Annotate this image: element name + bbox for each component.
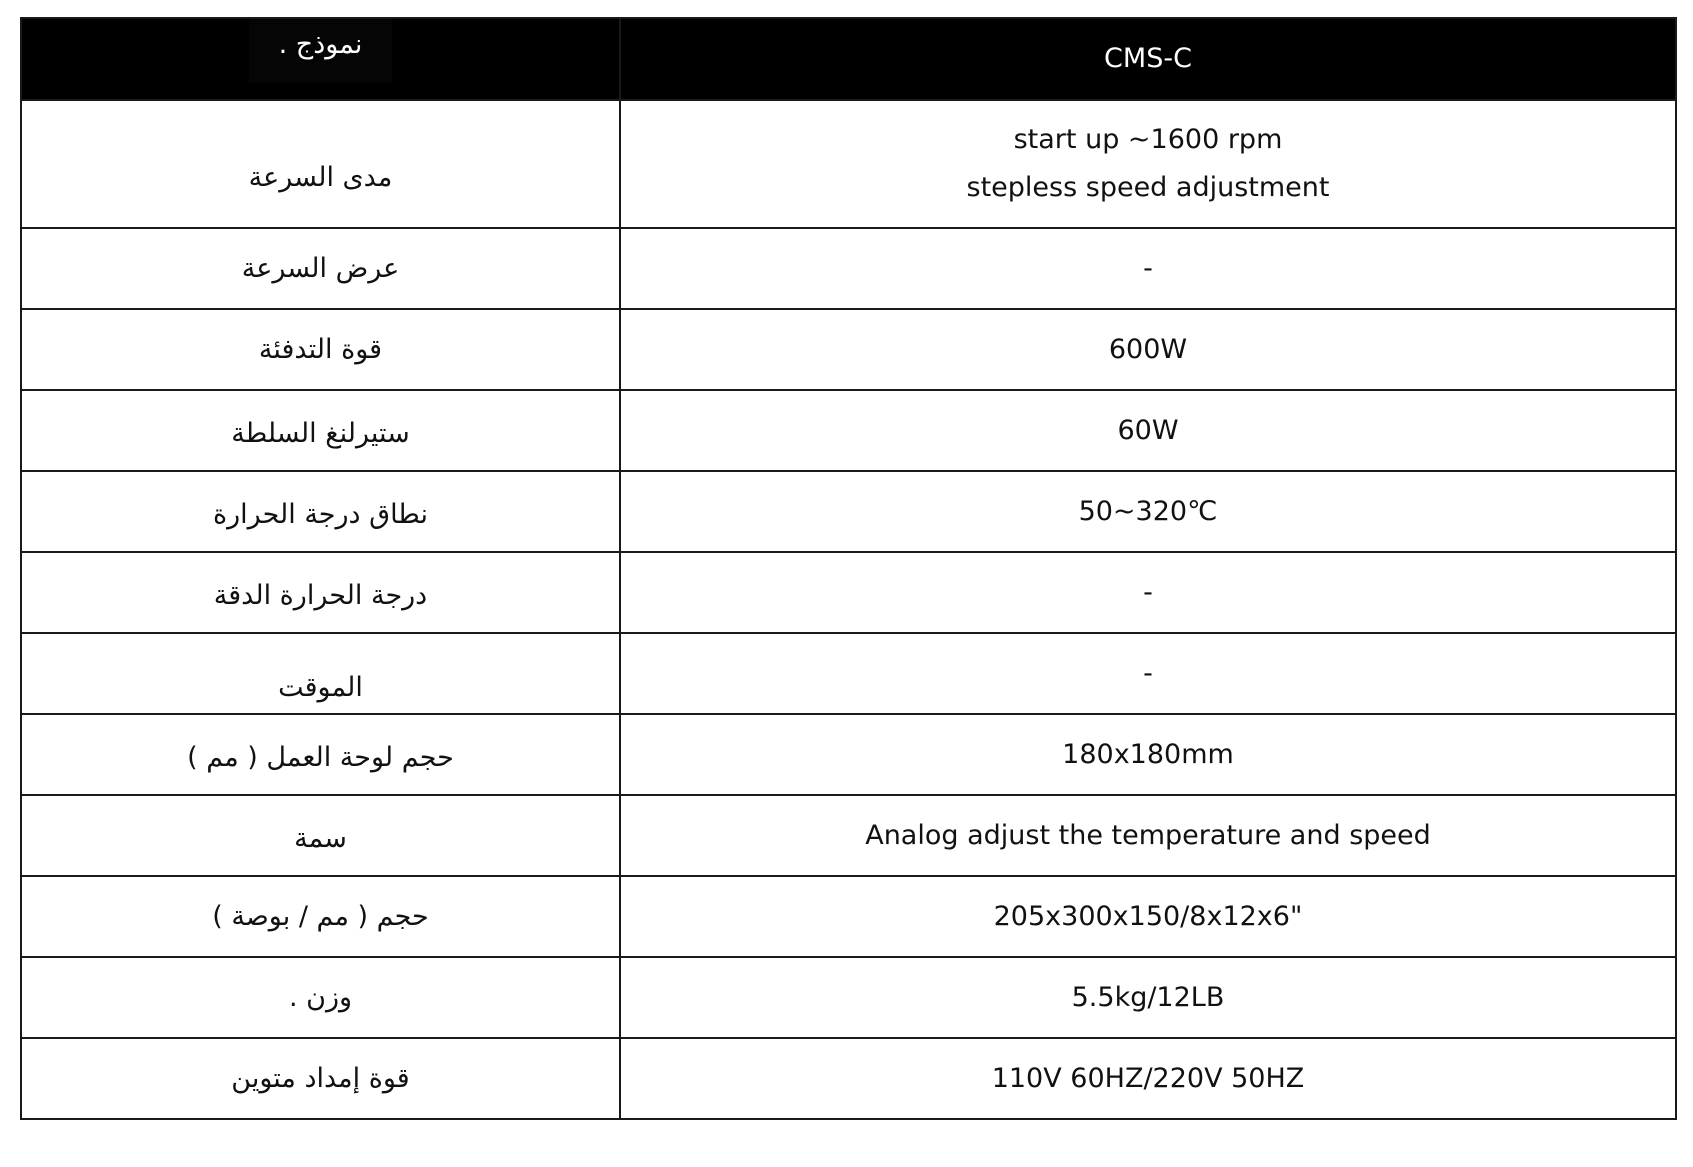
row-label: درجة الحرارة الدقة xyxy=(213,579,428,611)
row-label-cell xyxy=(21,1038,620,1119)
row-label: الموقت xyxy=(278,671,363,703)
table-row xyxy=(21,795,1676,876)
row-value: 50~320℃ xyxy=(1078,495,1218,527)
row-value-cell xyxy=(620,471,1676,552)
table-row xyxy=(21,309,1676,390)
row-label-cell xyxy=(21,390,620,471)
row-value: 60W xyxy=(1117,414,1179,446)
row-label: وزن . xyxy=(288,981,353,1013)
row-label: قوة إمداد متوين xyxy=(231,1062,410,1094)
row-value-cell xyxy=(620,876,1676,957)
row-value-cell xyxy=(620,795,1676,876)
table-row xyxy=(21,876,1676,957)
row-value: Analog adjust the temperature and speed xyxy=(865,819,1431,851)
row-label-cell xyxy=(21,957,620,1038)
row-value-cell xyxy=(620,552,1676,633)
header-row xyxy=(21,18,1676,100)
row-label: قوة التدفئة xyxy=(258,333,383,365)
row-value: 600W xyxy=(1108,333,1188,365)
row-label-cell xyxy=(21,471,620,552)
table-body xyxy=(21,100,1676,1119)
row-label: ستيرلنغ السلطة xyxy=(231,417,410,449)
row-label-cell xyxy=(21,309,620,390)
row-value-cell xyxy=(620,633,1676,714)
row-value: 110V 60HZ/220V 50HZ xyxy=(991,1062,1305,1094)
row-value-line: start up ~1600 rpm xyxy=(1013,124,1283,155)
header-model: CMS-C xyxy=(1104,43,1192,74)
row-value: - xyxy=(1143,576,1153,608)
row-value-cell xyxy=(620,309,1676,390)
row-value-line: stepless speed adjustment xyxy=(966,172,1330,203)
row-value: 5.5kg/12LB xyxy=(1071,981,1225,1013)
row-value-cell xyxy=(620,714,1676,795)
row-label-cell xyxy=(21,100,620,228)
table-row xyxy=(21,471,1676,552)
row-label-cell xyxy=(21,228,620,309)
table-row xyxy=(21,390,1676,471)
table-row xyxy=(21,228,1676,309)
row-value: 180x180mm xyxy=(1062,738,1234,770)
row-label-cell xyxy=(21,795,620,876)
row-value-cell xyxy=(620,228,1676,309)
table-row xyxy=(21,714,1676,795)
row-value: - xyxy=(1143,252,1153,284)
table-header xyxy=(21,18,1676,100)
row-label-cell xyxy=(21,633,620,714)
row-value-cell xyxy=(620,957,1676,1038)
row-value-cell xyxy=(620,1038,1676,1119)
header-model-cell xyxy=(620,18,1676,100)
row-value-cell xyxy=(620,390,1676,471)
row-label-cell xyxy=(21,876,620,957)
table-row xyxy=(21,633,1676,714)
table-row xyxy=(21,957,1676,1038)
spec-table xyxy=(20,17,1677,1120)
row-label-cell xyxy=(21,714,620,795)
row-label: عرض السرعة xyxy=(241,252,400,284)
row-label: نطاق درجة الحرارة xyxy=(213,498,428,530)
table-row xyxy=(21,100,1676,228)
row-value: - xyxy=(1143,657,1153,689)
row-label: حجم ( مم / بوصة ) xyxy=(212,900,429,932)
header-label-cell xyxy=(21,18,620,100)
table-row xyxy=(21,552,1676,633)
row-label: سمة xyxy=(294,822,347,854)
row-label: حجم لوحة العمل ( مم ) xyxy=(187,741,454,773)
row-value-cell xyxy=(620,100,1676,228)
table-row xyxy=(21,1038,1676,1119)
header-label: نموذج . xyxy=(249,19,393,83)
row-label: مدى السرعة xyxy=(248,162,393,193)
row-value: 205x300x150/8x12x6" xyxy=(993,900,1303,932)
row-label-cell xyxy=(21,552,620,633)
